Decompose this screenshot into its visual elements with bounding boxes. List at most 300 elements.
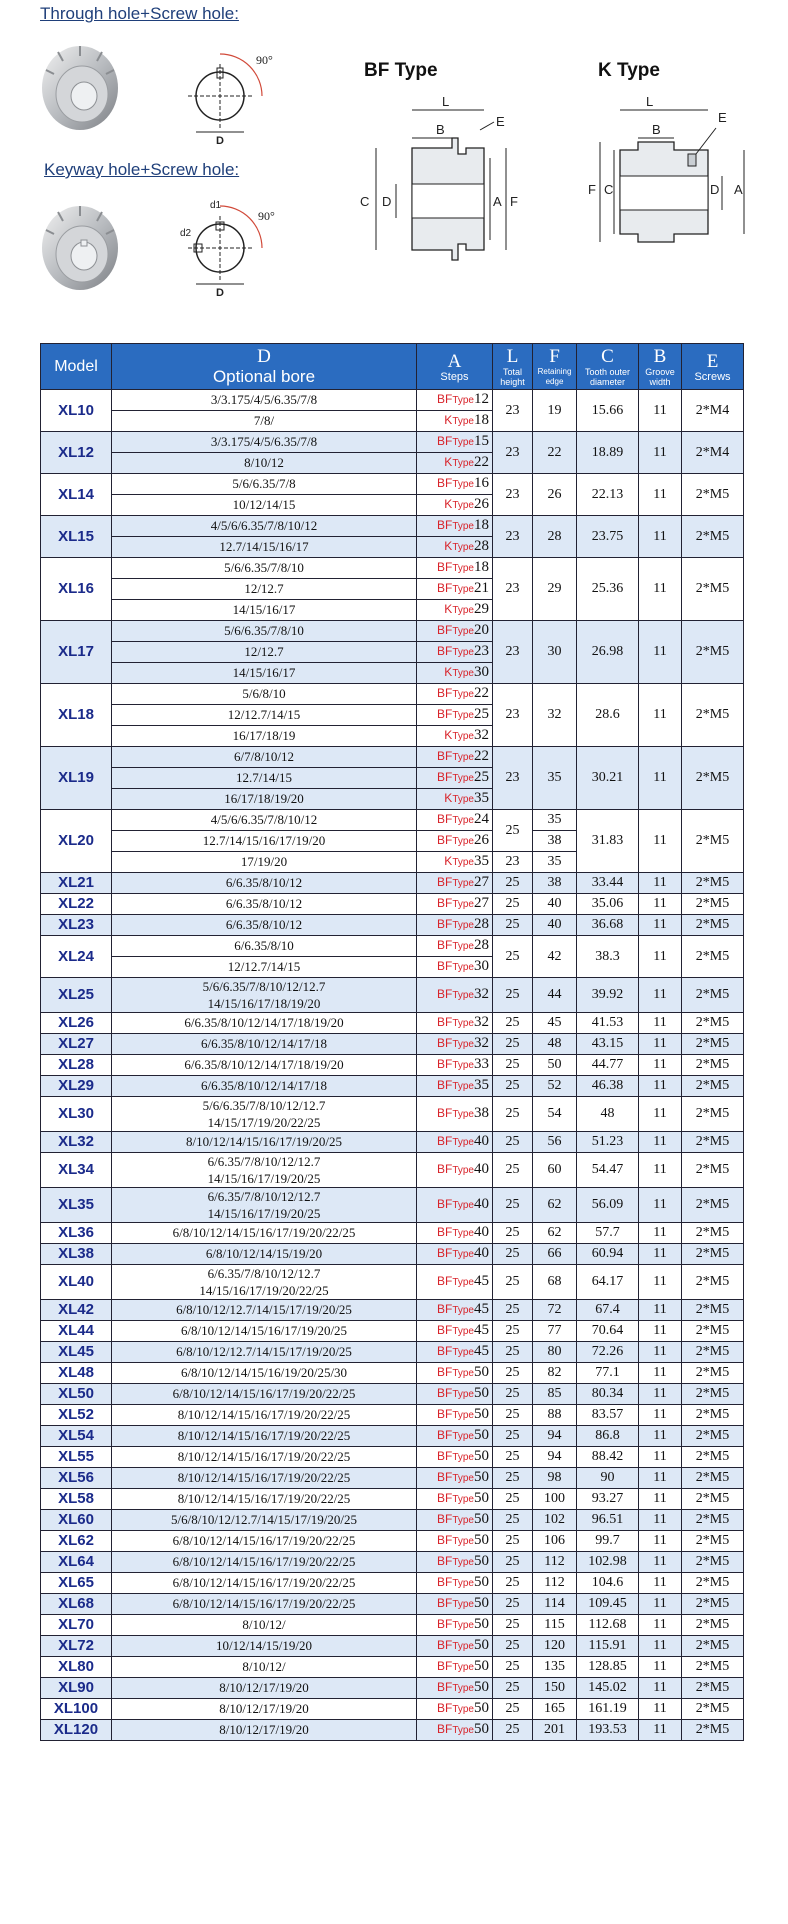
l-cell: 25 xyxy=(493,1384,533,1405)
steps-cell xyxy=(417,642,493,663)
type-word: Type xyxy=(452,1431,474,1442)
c-cell: 18.89 xyxy=(577,432,639,474)
l-cell: 25 xyxy=(493,1426,533,1447)
step-value: 45 xyxy=(474,1322,489,1338)
header-l: L Total height xyxy=(493,344,533,390)
model-cell: XL45 xyxy=(41,1342,112,1363)
header-a: A Steps xyxy=(417,344,493,390)
steps-cell xyxy=(417,1363,493,1384)
f-cell: 28 xyxy=(533,516,577,558)
step-value: 26 xyxy=(474,496,489,512)
svg-text:D: D xyxy=(216,287,224,298)
step-value: 50 xyxy=(474,1574,489,1590)
type-prefix: K xyxy=(444,665,453,679)
c-cell: 46.38 xyxy=(577,1076,639,1097)
type-word: Type xyxy=(452,563,474,574)
model-cell: XL26 xyxy=(41,1013,112,1034)
e-cell: 2*M5 xyxy=(682,1552,744,1573)
e-cell: 2*M5 xyxy=(682,1153,744,1188)
model-cell: XL68 xyxy=(41,1594,112,1615)
type-word: Type xyxy=(452,962,474,973)
l-cell: 25 xyxy=(493,1447,533,1468)
l-cell: 23 xyxy=(493,747,533,810)
type-word: Type xyxy=(452,1137,474,1148)
f-cell: 42 xyxy=(533,936,577,978)
f-cell: 102 xyxy=(533,1510,577,1531)
c-cell: 128.85 xyxy=(577,1657,639,1678)
steps-cell xyxy=(417,978,493,1013)
type-word: Type xyxy=(452,1620,474,1631)
bore-cell: 6/8/10/12/14/15/16/19/20/25/30 xyxy=(112,1363,417,1384)
type-word: Type xyxy=(452,1368,474,1379)
type-prefix: BF xyxy=(436,392,453,406)
bore-cell: 6/8/10/12/14/15/16/17/19/20/22/25 xyxy=(112,1552,417,1573)
e-cell: 2*M5 xyxy=(682,684,744,747)
step-value: 21 xyxy=(474,580,489,596)
bore-cell: 6/8/10/12/14/15/16/17/19/20/22/25 xyxy=(112,1531,417,1552)
steps-cell xyxy=(417,1636,493,1657)
table-row xyxy=(41,1405,744,1426)
b-cell: 11 xyxy=(639,1573,682,1594)
steps-cell xyxy=(417,957,493,978)
pulley-photo-keyway-hole xyxy=(38,196,122,296)
step-value: 50 xyxy=(474,1553,489,1569)
table-row xyxy=(41,516,744,537)
b-cell: 11 xyxy=(639,1300,682,1321)
l-cell: 23 xyxy=(493,684,533,747)
c-cell: 145.02 xyxy=(577,1678,639,1699)
bore-cell: 8/10/12/14/15/16/17/19/20/22/25 xyxy=(112,1489,417,1510)
model-cell: XL21 xyxy=(41,873,112,894)
l-cell: 25 xyxy=(493,1552,533,1573)
c-cell: 72.26 xyxy=(577,1342,639,1363)
l-cell: 25 xyxy=(493,1573,533,1594)
steps-cell xyxy=(417,1657,493,1678)
e-cell: 2*M5 xyxy=(682,1055,744,1076)
bore-cell: 8/10/12/ xyxy=(112,1615,417,1636)
e-cell: 2*M5 xyxy=(682,474,744,516)
l-cell: 25 xyxy=(493,894,533,915)
f-cell: 112 xyxy=(533,1573,577,1594)
l-cell: 25 xyxy=(493,1244,533,1265)
bore-cell: 5/6/6.35/7/8/10/12/12.7 14/15/16/17/18/19/20 xyxy=(112,978,417,1013)
type-word: Type xyxy=(452,794,474,805)
svg-text:E: E xyxy=(718,110,727,125)
bore-cell: 10/12/14/15/19/20 xyxy=(112,1636,417,1657)
type-word: Type xyxy=(452,836,474,847)
type-prefix: BF xyxy=(436,1575,453,1589)
steps-cell xyxy=(417,558,493,579)
bore-cell: 6/8/10/12/14/15/16/17/19/20/25 xyxy=(112,1321,417,1342)
step-value: 28 xyxy=(474,916,489,932)
e-cell: 2*M5 xyxy=(682,1244,744,1265)
type-prefix: BF xyxy=(436,938,453,952)
bore-cell: 6/6.35/8/10/12/14/17/18/19/20 xyxy=(112,1055,417,1076)
table-row xyxy=(41,1531,744,1552)
table-row xyxy=(41,894,744,915)
c-cell: 26.98 xyxy=(577,621,639,684)
type-prefix: BF xyxy=(436,749,453,763)
b-cell: 11 xyxy=(639,1426,682,1447)
table-row xyxy=(41,978,744,996)
l-cell: 25 xyxy=(493,1531,533,1552)
type-prefix: BF xyxy=(436,1274,453,1288)
e-cell: 2*M4 xyxy=(682,432,744,474)
l-cell: 25 xyxy=(493,1489,533,1510)
l-cell: 25 xyxy=(493,1034,533,1055)
svg-text:E: E xyxy=(496,114,505,129)
step-value: 50 xyxy=(474,1532,489,1548)
steps-cell xyxy=(417,453,493,474)
c-cell: 39.92 xyxy=(577,978,639,1013)
steps-cell xyxy=(417,1342,493,1363)
type-word: Type xyxy=(452,1305,474,1316)
f-cell: 19 xyxy=(533,390,577,432)
step-value: 50 xyxy=(474,1616,489,1632)
step-value: 24 xyxy=(474,811,489,827)
bore-cell: 14/15/16/17 xyxy=(112,663,417,684)
model-cell: XL12 xyxy=(41,432,112,474)
bore-cell: 8/10/12/14/15/16/17/19/20/22/25 xyxy=(112,1468,417,1489)
model-cell: XL28 xyxy=(41,1055,112,1076)
b-cell: 11 xyxy=(639,1034,682,1055)
bore-cell: 3/3.175/4/5/6.35/7/8 xyxy=(112,390,417,411)
type-prefix: BF xyxy=(436,1302,453,1316)
type-prefix: BF xyxy=(436,686,453,700)
step-value: 30 xyxy=(474,958,489,974)
table-row xyxy=(41,1076,744,1097)
table-row xyxy=(41,1013,744,1034)
type-word: Type xyxy=(452,647,474,658)
l-cell: 23 xyxy=(493,558,533,621)
type-prefix: K xyxy=(444,497,453,511)
c-cell: 35.06 xyxy=(577,894,639,915)
steps-cell xyxy=(417,390,493,411)
steps-cell xyxy=(417,1097,493,1132)
steps-cell xyxy=(417,789,493,810)
e-cell: 2*M5 xyxy=(682,1657,744,1678)
l-cell: 25 xyxy=(493,1699,533,1720)
f-cell: 56 xyxy=(533,1132,577,1153)
model-cell: XL72 xyxy=(41,1636,112,1657)
step-value: 45 xyxy=(474,1273,489,1289)
table-row xyxy=(41,474,744,495)
bore-cell: 8/10/12 xyxy=(112,453,417,474)
steps-cell xyxy=(417,1265,493,1300)
steps-cell xyxy=(417,579,493,600)
step-value: 33 xyxy=(474,1056,489,1072)
step-value: 23 xyxy=(474,643,489,659)
e-cell: 2*M5 xyxy=(682,1426,744,1447)
type-prefix: BF xyxy=(436,1057,453,1071)
svg-text:d2: d2 xyxy=(180,228,192,239)
steps-cell xyxy=(417,810,493,831)
type-prefix: K xyxy=(444,854,453,868)
b-cell: 11 xyxy=(639,474,682,516)
c-cell: 57.7 xyxy=(577,1223,639,1244)
type-word: Type xyxy=(452,1277,474,1288)
l-cell: 25 xyxy=(493,1678,533,1699)
c-cell: 112.68 xyxy=(577,1615,639,1636)
step-value: 32 xyxy=(474,727,489,743)
step-value: 32 xyxy=(474,986,489,1002)
b-cell: 11 xyxy=(639,1132,682,1153)
c-cell: 43.15 xyxy=(577,1034,639,1055)
e-cell: 2*M5 xyxy=(682,1223,744,1244)
e-cell: 2*M5 xyxy=(682,621,744,684)
type-word: Type xyxy=(452,1081,474,1092)
model-cell: XL29 xyxy=(41,1076,112,1097)
bore-cell: 6/6.35/8/10 xyxy=(112,936,417,957)
steps-cell xyxy=(417,516,493,537)
l-cell: 25 xyxy=(493,915,533,936)
type-prefix: BF xyxy=(436,1428,453,1442)
type-prefix: BF xyxy=(436,1617,453,1631)
f-cell: 77 xyxy=(533,1321,577,1342)
type-prefix: BF xyxy=(436,1407,453,1421)
steps-cell xyxy=(417,1132,493,1153)
f-cell: 44 xyxy=(533,978,577,1013)
c-cell: 93.27 xyxy=(577,1489,639,1510)
e-cell: 2*M5 xyxy=(682,1321,744,1342)
steps-cell xyxy=(417,537,493,558)
e-cell: 2*M5 xyxy=(682,1384,744,1405)
step-value: 28 xyxy=(474,538,489,554)
table-row xyxy=(41,621,744,642)
f-cell: 62 xyxy=(533,1188,577,1223)
step-value: 40 xyxy=(474,1133,489,1149)
table-row xyxy=(41,1223,744,1244)
bore-cell: 12/12.7/14/15 xyxy=(112,705,417,726)
type-word: Type xyxy=(452,689,474,700)
model-cell: XL70 xyxy=(41,1615,112,1636)
bore-cell: 6/6.35/7/8/10/12/12.7 14/15/16/17/19/20/25 xyxy=(112,1153,417,1188)
type-prefix: BF xyxy=(436,476,453,490)
type-word: Type xyxy=(452,990,474,1001)
model-cell: XL56 xyxy=(41,1468,112,1489)
model-cell: XL25 xyxy=(41,978,112,1013)
b-cell: 11 xyxy=(639,390,682,432)
step-value: 25 xyxy=(474,706,489,722)
type-prefix: BF xyxy=(436,987,453,1001)
type-word: Type xyxy=(452,1165,474,1176)
type-prefix: K xyxy=(444,602,453,616)
f-cell: 80 xyxy=(533,1342,577,1363)
type-word: Type xyxy=(452,1641,474,1652)
b-cell: 11 xyxy=(639,1594,682,1615)
keyway-hole-caption: Keyway hole+Screw hole: xyxy=(44,160,240,179)
steps-cell xyxy=(417,1153,493,1188)
type-prefix: BF xyxy=(436,959,453,973)
model-cell: XL18 xyxy=(41,684,112,747)
type-prefix: BF xyxy=(436,1722,453,1736)
f-cell: 85 xyxy=(533,1384,577,1405)
l-cell: 25 xyxy=(493,1300,533,1321)
step-value: 20 xyxy=(474,622,489,638)
type-word: Type xyxy=(452,1410,474,1421)
e-cell: 2*M5 xyxy=(682,1678,744,1699)
c-cell: 48 xyxy=(577,1097,639,1132)
step-value: 40 xyxy=(474,1196,489,1212)
table-row xyxy=(41,1321,744,1342)
model-cell: XL42 xyxy=(41,1300,112,1321)
type-prefix: K xyxy=(444,455,453,469)
table-row xyxy=(41,1447,744,1468)
table-row xyxy=(41,1244,744,1265)
f-cell: 106 xyxy=(533,1531,577,1552)
type-prefix: BF xyxy=(436,623,453,637)
f-cell: 100 xyxy=(533,1489,577,1510)
type-word: Type xyxy=(452,1347,474,1358)
type-word: Type xyxy=(452,626,474,637)
step-value: 50 xyxy=(474,1700,489,1716)
step-value: 50 xyxy=(474,1448,489,1464)
type-prefix: BF xyxy=(436,1386,453,1400)
table-row xyxy=(41,1132,744,1153)
steps-cell xyxy=(417,1678,493,1699)
step-value: 50 xyxy=(474,1658,489,1674)
steps-cell xyxy=(417,495,493,516)
l-cell: 25 xyxy=(493,810,533,852)
e-cell: 2*M5 xyxy=(682,1342,744,1363)
b-cell: 11 xyxy=(639,1244,682,1265)
type-prefix: BF xyxy=(436,1512,453,1526)
b-cell: 11 xyxy=(639,1223,682,1244)
step-value: 40 xyxy=(474,1161,489,1177)
model-cell: XL120 xyxy=(41,1720,112,1741)
bore-cell: 12.7/14/15/16/17 xyxy=(112,537,417,558)
svg-text:B: B xyxy=(436,122,445,137)
bore-cell: 8/10/12/17/19/20 xyxy=(112,1720,417,1741)
bore-cell: 6/6.35/8/10/12 xyxy=(112,873,417,894)
c-cell: 161.19 xyxy=(577,1699,639,1720)
l-cell: 25 xyxy=(493,1720,533,1741)
l-cell: 25 xyxy=(493,1510,533,1531)
type-word: Type xyxy=(452,1389,474,1400)
f-cell: 98 xyxy=(533,1468,577,1489)
l-cell: 25 xyxy=(493,1594,533,1615)
model-cell: XL90 xyxy=(41,1678,112,1699)
e-cell: 2*M5 xyxy=(682,1097,744,1132)
b-cell: 11 xyxy=(639,1489,682,1510)
e-cell: 2*M5 xyxy=(682,1300,744,1321)
step-value: 15 xyxy=(474,433,489,449)
bore-cell: 6/8/10/12/14/15/16/17/19/20/22/25 xyxy=(112,1223,417,1244)
table-row xyxy=(41,1699,744,1720)
bore-cell: 5/6/6.35/7/8/10 xyxy=(112,621,417,642)
l-cell: 25 xyxy=(493,1132,533,1153)
c-cell: 99.7 xyxy=(577,1531,639,1552)
steps-cell xyxy=(417,1510,493,1531)
c-cell: 64.17 xyxy=(577,1265,639,1300)
model-cell: XL40 xyxy=(41,1265,112,1300)
type-prefix: BF xyxy=(436,1491,453,1505)
f-cell: 165 xyxy=(533,1699,577,1720)
bore-cell: 6/8/10/12/12.7/14/15/17/19/20/25 xyxy=(112,1342,417,1363)
type-prefix: BF xyxy=(436,1225,453,1239)
l-cell: 23 xyxy=(493,516,533,558)
step-value: 32 xyxy=(474,1035,489,1051)
l-cell: 25 xyxy=(493,1342,533,1363)
svg-text:L: L xyxy=(442,94,450,109)
table-row xyxy=(41,1342,744,1363)
type-word: Type xyxy=(452,458,474,469)
steps-cell xyxy=(417,1034,493,1055)
e-cell: 2*M5 xyxy=(682,558,744,621)
type-word: Type xyxy=(452,1557,474,1568)
spec-table-body xyxy=(41,390,744,1741)
type-word: Type xyxy=(452,1249,474,1260)
table-row xyxy=(41,1678,744,1699)
steps-cell xyxy=(417,1594,493,1615)
bore-cell: 4/5/6/6.35/7/8/10/12 xyxy=(112,810,417,831)
steps-cell xyxy=(417,1013,493,1034)
type-prefix: BF xyxy=(436,1197,453,1211)
steps-cell xyxy=(417,411,493,432)
table-row xyxy=(41,1300,744,1321)
f-cell: 114 xyxy=(533,1594,577,1615)
f-cell: 32 xyxy=(533,684,577,747)
e-cell: 2*M5 xyxy=(682,1447,744,1468)
e-cell: 2*M5 xyxy=(682,747,744,810)
f-cell: 45 xyxy=(533,1013,577,1034)
type-word: Type xyxy=(452,815,474,826)
steps-cell xyxy=(417,1244,493,1265)
type-prefix: BF xyxy=(436,1554,453,1568)
e-cell: 2*M5 xyxy=(682,1405,744,1426)
step-value: 22 xyxy=(474,454,489,470)
b-cell: 11 xyxy=(639,936,682,978)
l-cell: 23 xyxy=(493,390,533,432)
model-cell: XL48 xyxy=(41,1363,112,1384)
model-cell: XL36 xyxy=(41,1223,112,1244)
c-cell: 44.77 xyxy=(577,1055,639,1076)
table-row xyxy=(41,1363,744,1384)
b-cell: 11 xyxy=(639,1384,682,1405)
b-cell: 11 xyxy=(639,1468,682,1489)
c-cell: 33.44 xyxy=(577,873,639,894)
b-cell: 11 xyxy=(639,1510,682,1531)
bf-type-title: BF Type xyxy=(364,60,438,81)
f-cell: 135 xyxy=(533,1657,577,1678)
steps-cell xyxy=(417,600,493,621)
e-cell: 2*M4 xyxy=(682,390,744,432)
svg-text:C: C xyxy=(360,194,370,209)
steps-cell xyxy=(417,474,493,495)
f-cell: 94 xyxy=(533,1447,577,1468)
b-cell: 11 xyxy=(639,1153,682,1188)
c-cell: 80.34 xyxy=(577,1384,639,1405)
l-cell: 25 xyxy=(493,1097,533,1132)
type-word: Type xyxy=(452,521,474,532)
type-word: Type xyxy=(452,710,474,721)
bore-cell: 5/6/8/10 xyxy=(112,684,417,705)
b-cell: 11 xyxy=(639,1552,682,1573)
type-prefix: BF xyxy=(436,1659,453,1673)
f-cell: 30 xyxy=(533,621,577,684)
step-value: 26 xyxy=(474,832,489,848)
b-cell: 11 xyxy=(639,1013,682,1034)
bore-cell: 7/8/ xyxy=(112,411,417,432)
type-word: Type xyxy=(452,1725,474,1736)
xl-pulley-spec-table xyxy=(40,343,744,1741)
step-value: 32 xyxy=(474,1014,489,1030)
b-cell: 11 xyxy=(639,1265,682,1300)
step-value: 35 xyxy=(474,1077,489,1093)
model-cell: XL55 xyxy=(41,1447,112,1468)
b-cell: 11 xyxy=(639,1342,682,1363)
e-cell: 2*M5 xyxy=(682,1265,744,1300)
